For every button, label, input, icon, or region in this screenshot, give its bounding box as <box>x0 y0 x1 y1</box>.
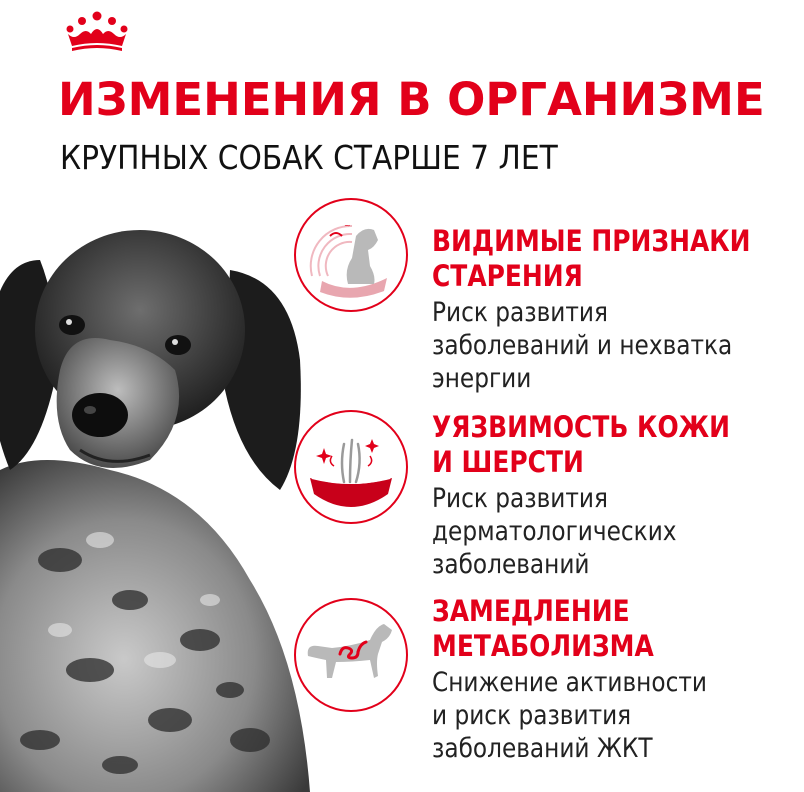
item-description: Риск развития дерматологических заболеваний <box>432 483 677 580</box>
item-heading: УЯЗВИМОСТЬ КОЖИ И ШЕРСТИ <box>432 410 731 479</box>
page-subtitle: КРУПНЫХ СОБАК СТАРШЕ 7 ЛЕТ <box>60 138 558 177</box>
page-title: ИЗМЕНЕНИЯ В ОРГАНИЗМЕ <box>58 73 765 126</box>
item-heading: ВИДИМЫЕ ПРИЗНАКИ СТАРЕНИЯ <box>432 224 751 293</box>
svg-text:~: ~ <box>344 221 351 230</box>
item-description: Снижение активности и риск развития заболеваний ЖКТ <box>432 667 707 764</box>
item-heading: ЗАМЕДЛЕНИЕ МЕТАБОЛИЗМА <box>432 594 654 663</box>
dog-photo <box>0 220 330 792</box>
crown-logo-icon <box>62 10 132 54</box>
dog-digestion-icon <box>292 596 410 714</box>
item-description: Риск развития заболеваний и нехватка энергии <box>432 297 733 394</box>
aging-dog-icon <box>292 196 410 314</box>
skin-hair-icon <box>292 408 410 526</box>
